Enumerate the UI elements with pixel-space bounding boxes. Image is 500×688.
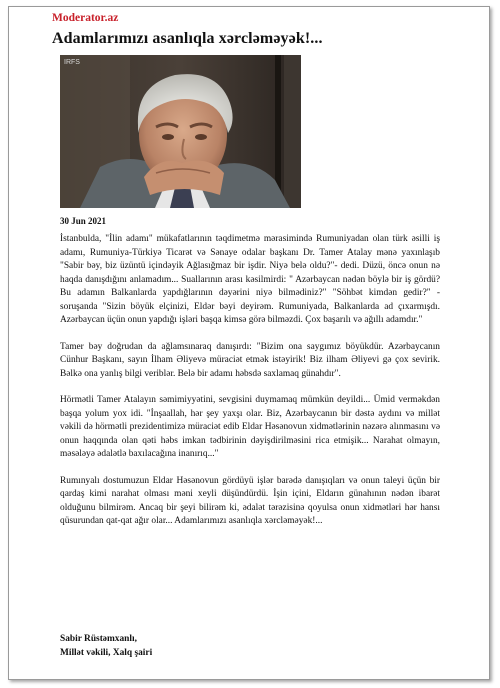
- paragraph-1: İstanbulda, "İlin adamı" mükafatlarının təqdimetmə mərasimində Rumuniyadan olan türk əsilli iş adamı, Rumuniya-Türkiyə Ticarət və Sənaye odalar başkanı Dr. Tamer Atalay mənə yaxınlaşıb "Sabir bəy, biz üzüntü içindəyik Ağlasığmaz bir işdir. Niyə belə oldu?"- dedi. Düzü, öncə onun nə haqda danışdığını anlamadım... Suallarının arası kəsilmirdi: " Azərbaycan nədən böylə bir iş gördü? Bu adamın Balkanlarda yapdığlarının dəyərini niyə bilmədiniz?" "Söhbət kimdən gedir?" - soruşanda "Sizin böyük elçinizi, Eldər bəyi deyirəm. Rumuniyada, Balkanlarda ad çıxarmışdı. Azərbaycan üçün onun yapdığı işləri başqa kimsə görə bilməzdi. Çox başarılı və ağıllı adamdır.": [60, 234, 440, 325]
- article-title: Adamlarımızı asanlıqla xərcləməyək!...: [52, 30, 323, 47]
- portrait-image: [60, 55, 301, 208]
- author-name: Sabir Rüstəmxanlı,: [60, 634, 137, 644]
- paragraph-3: Hörmətli Tamer Atalayın səmimiyyətini, sevgisini duymamaq mümkün deyildi... Ümid verməkdən başqa yolum yox idi. "İnşaallah, hər şey yaxşı olar. Biz, Azərbaycanın bir dəstə aydını və millət vəkili də hörmətli prezidentimizə müraciət edib Eldar Həsənovun xidmətlərinin nəzərə alınmasını və onun haqqında olan qəti həbs imkan tədbirinin dəyişdirilməsini rica etmişik... Narahat olmayın, məsələyə ədalətlə baxılacağına inanırıq...": [60, 395, 440, 459]
- paragraph-2: Tamer bəy doğrudan da ağlamsınaraq danışırdı: "Bizim ona saygımız böyükdür. Azərbaycanın Cünhur Başkanı, sayın İlham Əliyevə müraciət etmək istəyirik! Biz ilham Əliyevi gə çox sevirik. Bəlkə ona yanlış bilgi veriblər. Belə bir adamı həbsdə saxlamaq günahdır".: [60, 341, 440, 379]
- article-date: 30 Jun 2021: [60, 216, 107, 226]
- paragraph-4: Rumınyalı dostumuzun Eldar Həsənovun gördüyü işlər barədə danışıqları və onun taleyi üçün bir qardaş kimi narahat olması məni xeyli düşündürdü. İşin içini, Eldarın günahının nədən ibarət olduğunu bilmirəm. Ancaq bir şeyi bilirəm ki, ədalət tərəzisinə qoyulsa onun xidmətləri hər hansı qüsurundan qat-qat ağır olar... Adamlarımızı asanlıqla xərcləməyək!...: [60, 475, 440, 526]
- article-photo: [60, 55, 301, 208]
- article-body: [60, 233, 440, 542]
- photo-credit: IRFS: [64, 59, 80, 66]
- author-title: Millət vəkili, Xalq şairi: [60, 648, 153, 658]
- site-logo[interactable]: Moderator.az: [52, 12, 119, 24]
- author-signature: [60, 632, 152, 660]
